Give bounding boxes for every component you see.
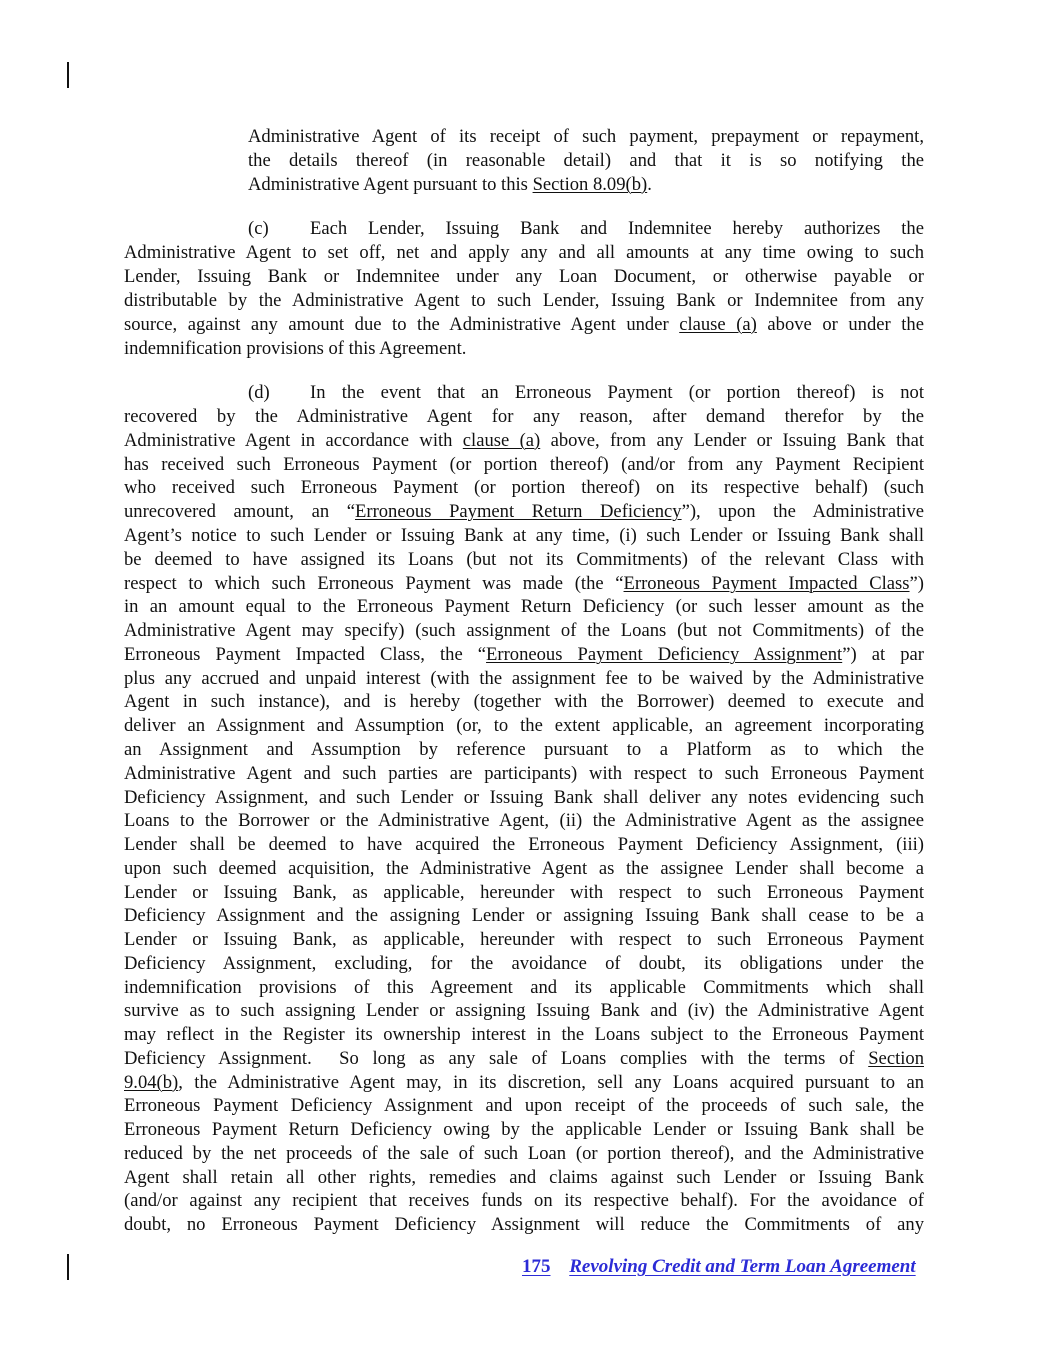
text-line: Erroneous Payment Return Deficiency owing by the applicable Lender or Issuing Bank shall be (124, 1119, 924, 1140)
text-line (124, 643, 924, 667)
text-line: Administrative Agent of its receipt of such payment, prepayment or repayment, (248, 126, 924, 147)
text-line (124, 313, 924, 337)
document-title-link[interactable]: Revolving Credit and Term Loan Agreement (569, 1256, 916, 1277)
text-line: upon such deemed acquisition, the Administrative Agent as the assignee Lender shall become a (124, 858, 924, 879)
text-line (248, 173, 924, 197)
text-line: Lender shall be deemed to have acquired the Erroneous Payment Deficiency Assignment, (iii) (124, 834, 924, 855)
defined-term-erroneous-payment-impacted-class: Erroneous Payment Impacted Class (623, 573, 910, 594)
text-line: Loans to the Borrower or the Administrative Agent, (ii) the Administrative Agent as the assignee (124, 810, 924, 831)
margin-bar-top (67, 62, 69, 88)
text-line (124, 500, 924, 524)
text-span: Erroneous Payment Impacted Class, the “ (124, 644, 487, 665)
page-footer (522, 1256, 916, 1278)
text-line: indemnification provisions of this Agreement. (124, 338, 467, 359)
text-line: an Assignment and Assumption by reference pursuant to a Platform as to which the (124, 739, 924, 760)
text-line (124, 1047, 924, 1071)
text-span: Administrative Agent in accordance with (124, 430, 463, 451)
text-line (248, 381, 924, 405)
text-line (248, 217, 924, 241)
text-line: distributable by the Administrative Agent to such Lender, Issuing Bank or Indemnitee from any (124, 290, 924, 311)
text-line: Administrative Agent may specify) (such assignment of the Loans (but not Commitments) of the (124, 620, 924, 641)
text-line: plus any accrued and unpaid interest (with the assignment fee to be waived by the Administrative (124, 668, 924, 689)
text-line: deliver an Assignment and Assumption (or, to the extent applicable, an agreement incorporating (124, 715, 924, 736)
defined-term-erroneous-payment-deficiency-assignment: Erroneous Payment Deficiency Assignment (486, 644, 843, 665)
text-line: Deficiency Assignment, excluding, for the avoidance of doubt, its obligations under the (124, 953, 924, 974)
text-line: Lender or Issuing Bank, as applicable, hereunder with respect to such Erroneous Payment (124, 882, 924, 903)
text-span: source, against any amount due to the Administrative Agent under (124, 314, 680, 335)
section-8-09b-link[interactable]: Section 8.09(b) (532, 174, 648, 195)
text-line: indemnification provisions of this Agreement and its applicable Commitments which shall (124, 977, 924, 998)
text-span: . (647, 174, 652, 195)
clause-a-link[interactable]: clause (a) (679, 314, 757, 335)
text-span: ”) (909, 573, 924, 594)
text-line: Administrative Agent and such parties are participants) with respect to such Erroneous Payment (124, 763, 924, 784)
section-9-04b-link[interactable]: Section (868, 1048, 924, 1069)
text-span: above, from any Lender or Issuing Bank that (540, 430, 924, 451)
text-line: who received such Erroneous Payment (or portion thereof) on its respective behalf) (such (124, 477, 924, 498)
text-line: Lender or Issuing Bank, as applicable, hereunder with respect to such Erroneous Payment (124, 929, 924, 950)
text-line: Agent in such instance), and is hereby (together with the Borrower) deemed to execute and (124, 691, 924, 712)
text-line: reduced by the net proceeds of the sale of such Loan (or portion thereof), and the Administrative (124, 1143, 924, 1164)
text-line: Erroneous Payment Deficiency Assignment and upon receipt of the proceeds of such sale, the (124, 1095, 924, 1116)
text-line: Agent’s notice to such Lender or Issuing Bank at any time, (i) such Lender or Issuing Bank shall (124, 525, 924, 546)
margin-bar-bottom (67, 1254, 69, 1280)
text-span: respect to which such Erroneous Payment was made (the “ (124, 573, 624, 594)
paragraph-label: (c) (248, 218, 269, 239)
text-line: may reflect in the Register its ownership interest in the Loans subject to the Erroneous Payment (124, 1024, 924, 1045)
section-9-04b-link[interactable]: 9.04(b) (124, 1072, 179, 1093)
page-number-link[interactable]: 175 (522, 1256, 551, 1277)
text-line (124, 1071, 924, 1095)
text-span: Deficiency Assignment. So long as any sale of Loans complies with the terms of (124, 1048, 869, 1069)
text-line: Deficiency Assignment, and such Lender or Issuing Bank shall deliver any notes evidencing such (124, 787, 924, 808)
text-line: the details thereof (in reasonable detail) and that it is so notifying the (248, 150, 924, 171)
text-line: Agent shall retain all other rights, remedies and claims against such Lender or Issuing Bank (124, 1167, 924, 1188)
text-span: ”) at par (842, 644, 924, 665)
text-span: unrecovered amount, an “ (124, 501, 356, 522)
clause-a-link[interactable]: clause (a) (462, 430, 541, 451)
text-span: In the event that an Erroneous Payment (or portion thereof) is not (310, 382, 924, 403)
text-line (124, 429, 924, 453)
text-line: in an amount equal to the Erroneous Payment Return Deficiency (or such lesser amount as the (124, 596, 924, 617)
defined-term-erroneous-payment-return-deficiency: Erroneous Payment Return Deficiency (355, 501, 682, 522)
text-line: Lender, Issuing Bank or Indemnitee under any Loan Document, or otherwise payable or (124, 266, 924, 287)
text-line: Administrative Agent to set off, net and apply any and all amounts at any time owing to such (124, 242, 924, 263)
text-line: Deficiency Assignment and the assigning Lender or assigning Issuing Bank shall cease to be a (124, 905, 924, 926)
text-line: be deemed to have assigned its Loans (but not its Commitments) of the relevant Class with (124, 549, 924, 570)
text-line: doubt, no Erroneous Payment Deficiency Assignment will reduce the Commitments of any (124, 1214, 924, 1235)
text-span: ”), upon the Administrative (681, 501, 924, 522)
text-line: recovered by the Administrative Agent for any reason, after demand therefor by the (124, 406, 924, 427)
text-span: above or under the (756, 314, 924, 335)
text-line: (and/or against any recipient that receives funds on its respective behalf). For the avoidance of (124, 1190, 924, 1211)
text-line: has received such Erroneous Payment (or portion thereof) (and/or from any Payment Recipient (124, 454, 924, 475)
text-span: Each Lender, Issuing Bank and Indemnitee hereby authorizes the (310, 218, 924, 239)
text-line: survive as to such assigning Lender or assigning Issuing Bank and (iv) the Administrative Agent (124, 1000, 924, 1021)
text-span: , the Administrative Agent may, in its discretion, sell any Loans acquired pursuant to an (178, 1072, 924, 1093)
text-span: Administrative Agent pursuant to this (248, 174, 533, 195)
paragraph-label: (d) (248, 382, 270, 403)
text-line (124, 572, 924, 596)
